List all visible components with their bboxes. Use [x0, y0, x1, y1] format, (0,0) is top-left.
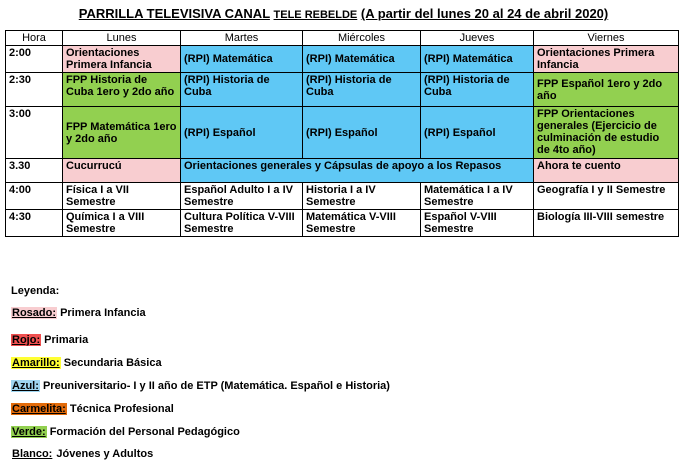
- cell-merged-martes-jueves: Orientaciones generales y Cápsulas de apoyo a los Repasos: [181, 159, 534, 183]
- header-miercoles: Miércoles: [303, 31, 421, 46]
- cell-viernes: Biología III-VIII semestre: [534, 210, 679, 237]
- legend-text: Técnica Profesional: [69, 403, 174, 415]
- cell-lunes: Química I a VIII Semestre: [63, 210, 181, 237]
- header-hora: Hora: [6, 31, 63, 46]
- legend-heading: Leyenda:: [11, 285, 60, 297]
- legend-item-azul: [11, 380, 390, 392]
- title-part-3: (A partir del lunes 20 al 24 de abril 2020): [360, 6, 609, 21]
- legend-item-carmelita: [11, 403, 174, 415]
- cell-martes: (RPI) Español: [181, 107, 303, 159]
- cell-martes: Cultura Política V-VIII Semestre: [181, 210, 303, 237]
- legend-label: Azul:: [12, 380, 39, 392]
- cell-jueves: Matemática I a IV Semestre: [421, 183, 534, 210]
- legend-text: Primaria: [44, 334, 89, 346]
- header-jueves: Jueves: [421, 31, 534, 46]
- hour-cell: 2:00: [6, 46, 63, 73]
- header-viernes: Viernes: [534, 31, 679, 46]
- legend-text: Primera Infancia: [60, 307, 146, 319]
- cell-lunes: FPP Historia de Cuba 1ero y 2do año: [63, 73, 181, 107]
- legend-label: Amarillo:: [12, 357, 60, 369]
- legend-label: Verde:: [12, 426, 46, 438]
- legend-item-rosado: [11, 307, 146, 319]
- cell-martes: (RPI) Matemática: [181, 46, 303, 73]
- schedule-table: [5, 30, 679, 237]
- legend-item-verde: [11, 426, 240, 438]
- title-part-2: TELE REBELDE: [273, 9, 358, 21]
- cell-martes: (RPI) Historia de Cuba: [181, 73, 303, 107]
- table-row: [6, 46, 679, 73]
- cell-lunes: FPP Matemática 1ero y 2do año: [63, 107, 181, 159]
- legend-text: Formación del Personal Pedagógico: [49, 426, 240, 438]
- cell-jueves: (RPI) Matemática: [421, 46, 534, 73]
- cell-lunes: Orientaciones Primera Infancia: [63, 46, 181, 73]
- table-row: [6, 183, 679, 210]
- table-row: [6, 159, 679, 183]
- hour-cell: 3.30: [6, 159, 63, 183]
- table-row: [6, 107, 679, 159]
- header-row: [6, 31, 679, 46]
- legend-text: Preuniversitario- I y II año de ETP (Matemática. Español e Historia): [42, 380, 390, 392]
- cell-miercoles: Historia I a IV Semestre: [303, 183, 421, 210]
- cell-miercoles: Matemática V-VIII Semestre: [303, 210, 421, 237]
- title-part-1: PARRILLA TELEVISIVA CANAL: [78, 6, 270, 21]
- hour-cell: 4:00: [6, 183, 63, 210]
- header-lunes: Lunes: [63, 31, 181, 46]
- hour-cell: 2:30: [6, 73, 63, 107]
- legend-label: Carmelita:: [12, 403, 66, 415]
- cell-miercoles: (RPI) Español: [303, 107, 421, 159]
- legend-text: Secundaria Básica: [63, 357, 162, 369]
- cell-jueves: Español V-VIII Semestre: [421, 210, 534, 237]
- header-martes: Martes: [181, 31, 303, 46]
- cell-miercoles: (RPI) Matemática: [303, 46, 421, 73]
- legend-label: Rojo:: [12, 334, 41, 346]
- cell-viernes: Geografía I y II Semestre: [534, 183, 679, 210]
- cell-martes: Español Adulto I a IV Semestre: [181, 183, 303, 210]
- cell-viernes: Orientaciones Primera Infancia: [534, 46, 679, 73]
- cell-miercoles: (RPI) Historia de Cuba: [303, 73, 421, 107]
- cell-lunes: Física I a VII Semestre: [63, 183, 181, 210]
- cell-jueves: (RPI) Historia de Cuba: [421, 73, 534, 107]
- hour-cell: 3:00: [6, 107, 63, 159]
- legend-text: Jóvenes y Adultos: [56, 448, 154, 460]
- table-row: [6, 210, 679, 237]
- cell-viernes: FPP Orientaciones generales (Ejercicio de culminación de estudio de 4to año): [534, 107, 679, 159]
- legend-label: Rosado:: [12, 307, 56, 319]
- legend-item-blanco: [11, 448, 153, 460]
- cell-viernes: FPP Español 1ero y 2do año: [534, 73, 679, 107]
- cell-viernes: Ahora te cuento: [534, 159, 679, 183]
- legend-item-rojo: [11, 334, 88, 346]
- page-title: [0, 6, 687, 21]
- cell-lunes: Cucurrucú: [63, 159, 181, 183]
- legend-label: Blanco:: [12, 448, 53, 460]
- legend-item-amarillo: [11, 357, 162, 369]
- table-row: [6, 73, 679, 107]
- hour-cell: 4:30: [6, 210, 63, 237]
- cell-jueves: (RPI) Español: [421, 107, 534, 159]
